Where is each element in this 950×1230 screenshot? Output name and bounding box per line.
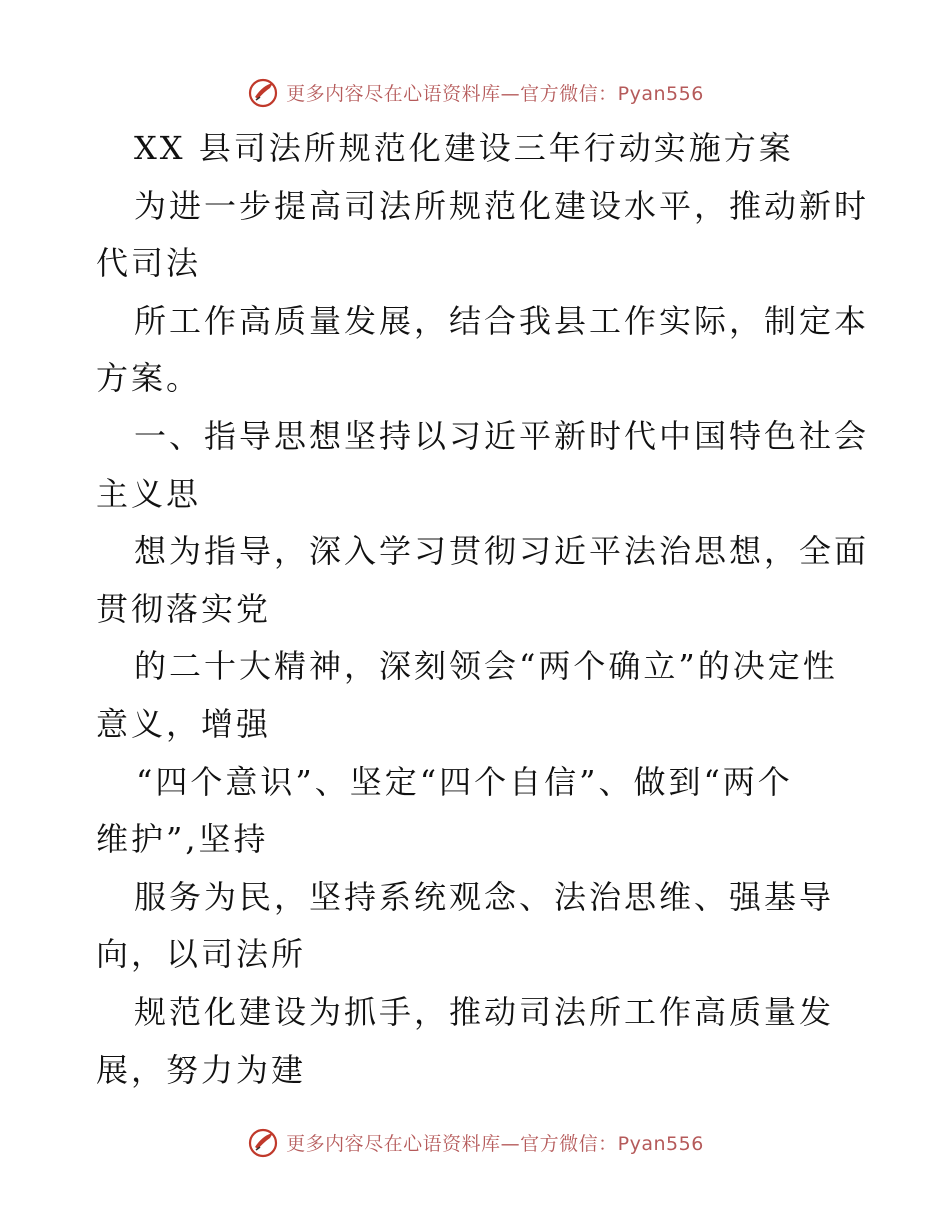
text-line: 贯彻落实党 <box>96 589 272 628</box>
text-line: 服务为民，坚持系统观念、法治思维、强基导 <box>134 877 835 916</box>
text-line: 主义思 <box>96 474 202 513</box>
footer-watermark <box>0 1122 950 1162</box>
section-heading-line: 一、指导思想坚持以习近平新时代中国特色社会 <box>134 416 870 455</box>
text-line: 代司法 <box>96 244 202 283</box>
watermark-text: 更多内容尽在心语资料库—官方微信：Pyan556 <box>286 82 704 105</box>
pen-logo-icon <box>246 75 280 109</box>
text-line: 规范化建设为抓手，推动司法所工作高质量发 <box>134 992 835 1031</box>
text-line: 维护”,坚持 <box>96 820 269 859</box>
text-line: 展，努力为建 <box>96 1050 307 1089</box>
text-line: 方案。 <box>96 359 202 398</box>
text-line: 的二十大精神，深刻领会“两个确立”的决定性 <box>134 647 838 686</box>
document-title: XX 县司法所规范化建设三年行动实施方案 <box>134 129 794 167</box>
text-line: 所工作高质量发展，结合我县工作实际，制定本 <box>134 301 870 340</box>
pen-logo-icon <box>246 1125 280 1159</box>
text-line: 想为指导，深入学习贯彻习近平法治思想，全面 <box>134 532 870 571</box>
document-body <box>96 120 870 1099</box>
watermark-text: 更多内容尽在心语资料库—官方微信：Pyan556 <box>286 1132 704 1155</box>
text-line: “四个意识”、坚定“四个自信”、做到“两个 <box>136 762 793 801</box>
header-watermark <box>0 72 950 112</box>
text-line: 向，以司法所 <box>96 935 307 974</box>
text-line: 意义，增强 <box>96 704 272 743</box>
text-line: 为进一步提高司法所规范化建设水平，推动新时 <box>134 186 870 225</box>
